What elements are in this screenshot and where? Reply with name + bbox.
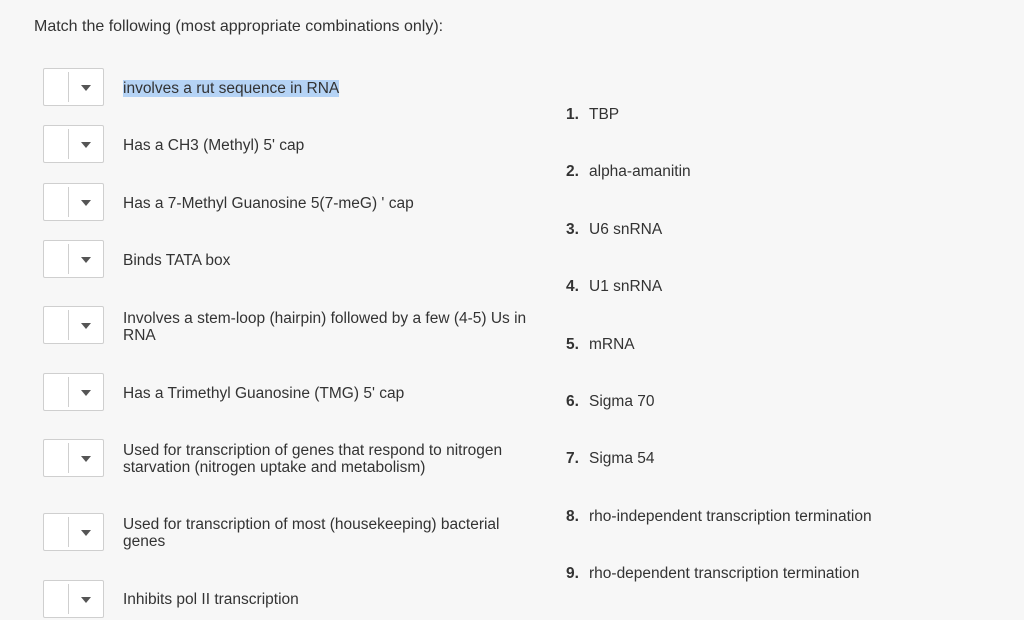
dropdown-value [44,69,68,105]
answer-dropdown[interactable] [43,373,104,411]
match-row [43,373,543,413]
chevron-down-icon [81,390,91,396]
match-row [43,68,543,108]
prompt-text-selected: involves a rut sequence in RNA [123,80,340,97]
dropdown-value [44,307,68,343]
prompt-text: Used for transcription of most (housekeeping) bacterial genes [123,516,500,550]
dropdown-divider [68,310,69,340]
match-row [43,240,543,280]
answer-option [566,106,619,124]
prompt-text: Has a 7-Methyl Guanosine 5(7-meG) ' cap [123,195,414,212]
dropdown-divider [68,244,69,274]
answer-text: TBP [589,106,620,123]
chevron-down-icon [81,200,91,206]
dropdown-divider [68,517,69,547]
answer-number: 4. [566,278,579,295]
answer-dropdown[interactable] [43,513,104,551]
chevron-down-icon [81,85,91,91]
answer-text: Sigma 54 [589,450,655,467]
match-row [43,306,543,346]
dropdown-divider [68,187,69,217]
answer-text: Sigma 70 [589,393,655,410]
answer-dropdown[interactable] [43,580,104,618]
prompt-text: Binds TATA box [123,252,231,269]
chevron-down-icon [81,530,91,536]
answer-number: 3. [566,221,579,238]
dropdown-value [44,126,68,162]
answer-number: 7. [566,450,579,467]
answer-option [566,450,654,468]
answer-text: rho-independent transcription termination [589,508,872,525]
answer-text: alpha-amanitin [589,163,691,180]
answer-number: 2. [566,163,579,180]
match-row [43,580,543,620]
dropdown-value [44,184,68,220]
chevron-down-icon [81,142,91,148]
answer-number: 5. [566,336,579,353]
answer-dropdown[interactable] [43,183,104,221]
answer-option [566,508,872,526]
answer-number: 6. [566,393,579,410]
chevron-down-icon [81,257,91,263]
answer-text: U1 snRNA [589,278,663,295]
answer-text: U6 snRNA [589,221,663,238]
dropdown-divider [68,377,69,407]
answer-option [566,565,860,583]
question-instruction: Match the following (most appropriate combinations only): [34,18,444,35]
answer-dropdown[interactable] [43,68,104,106]
answer-option [566,221,662,239]
prompt-text [123,80,538,97]
dropdown-value [44,374,68,410]
answer-dropdown[interactable] [43,306,104,344]
answer-dropdown[interactable] [43,240,104,278]
match-row [43,125,543,165]
dropdown-divider [68,584,69,614]
dropdown-divider [68,129,69,159]
chevron-down-icon [81,456,91,462]
answer-dropdown[interactable] [43,125,104,163]
answer-option [566,393,654,411]
answer-option [566,278,662,296]
match-row [43,183,543,223]
match-row [43,439,543,479]
answer-option [566,336,635,354]
answer-dropdown[interactable] [43,439,104,477]
prompt-text: Used for transcription of genes that respond to nitrogen starvation (nitrogen uptake and metabolism) [123,442,503,476]
answer-number: 8. [566,508,579,525]
dropdown-divider [68,72,69,102]
answer-text: mRNA [589,336,635,353]
chevron-down-icon [81,323,91,329]
prompt-text: Involves a stem-loop (hairpin) followed by a few (4-5) Us in RNA [123,310,527,344]
dropdown-value [44,241,68,277]
prompt-text: Has a Trimethyl Guanosine (TMG) 5' cap [123,385,405,402]
answer-text: rho-dependent transcription termination [589,565,860,582]
answer-number: 9. [566,565,579,582]
answer-number: 1. [566,106,579,123]
chevron-down-icon [81,597,91,603]
answer-option [566,163,691,181]
dropdown-value [44,581,68,617]
prompt-text: Has a CH3 (Methyl) 5' cap [123,137,305,154]
match-row [43,513,543,553]
prompt-text: Inhibits pol II transcription [123,591,299,608]
dropdown-value [44,440,68,476]
dropdown-divider [68,443,69,473]
dropdown-value [44,514,68,550]
